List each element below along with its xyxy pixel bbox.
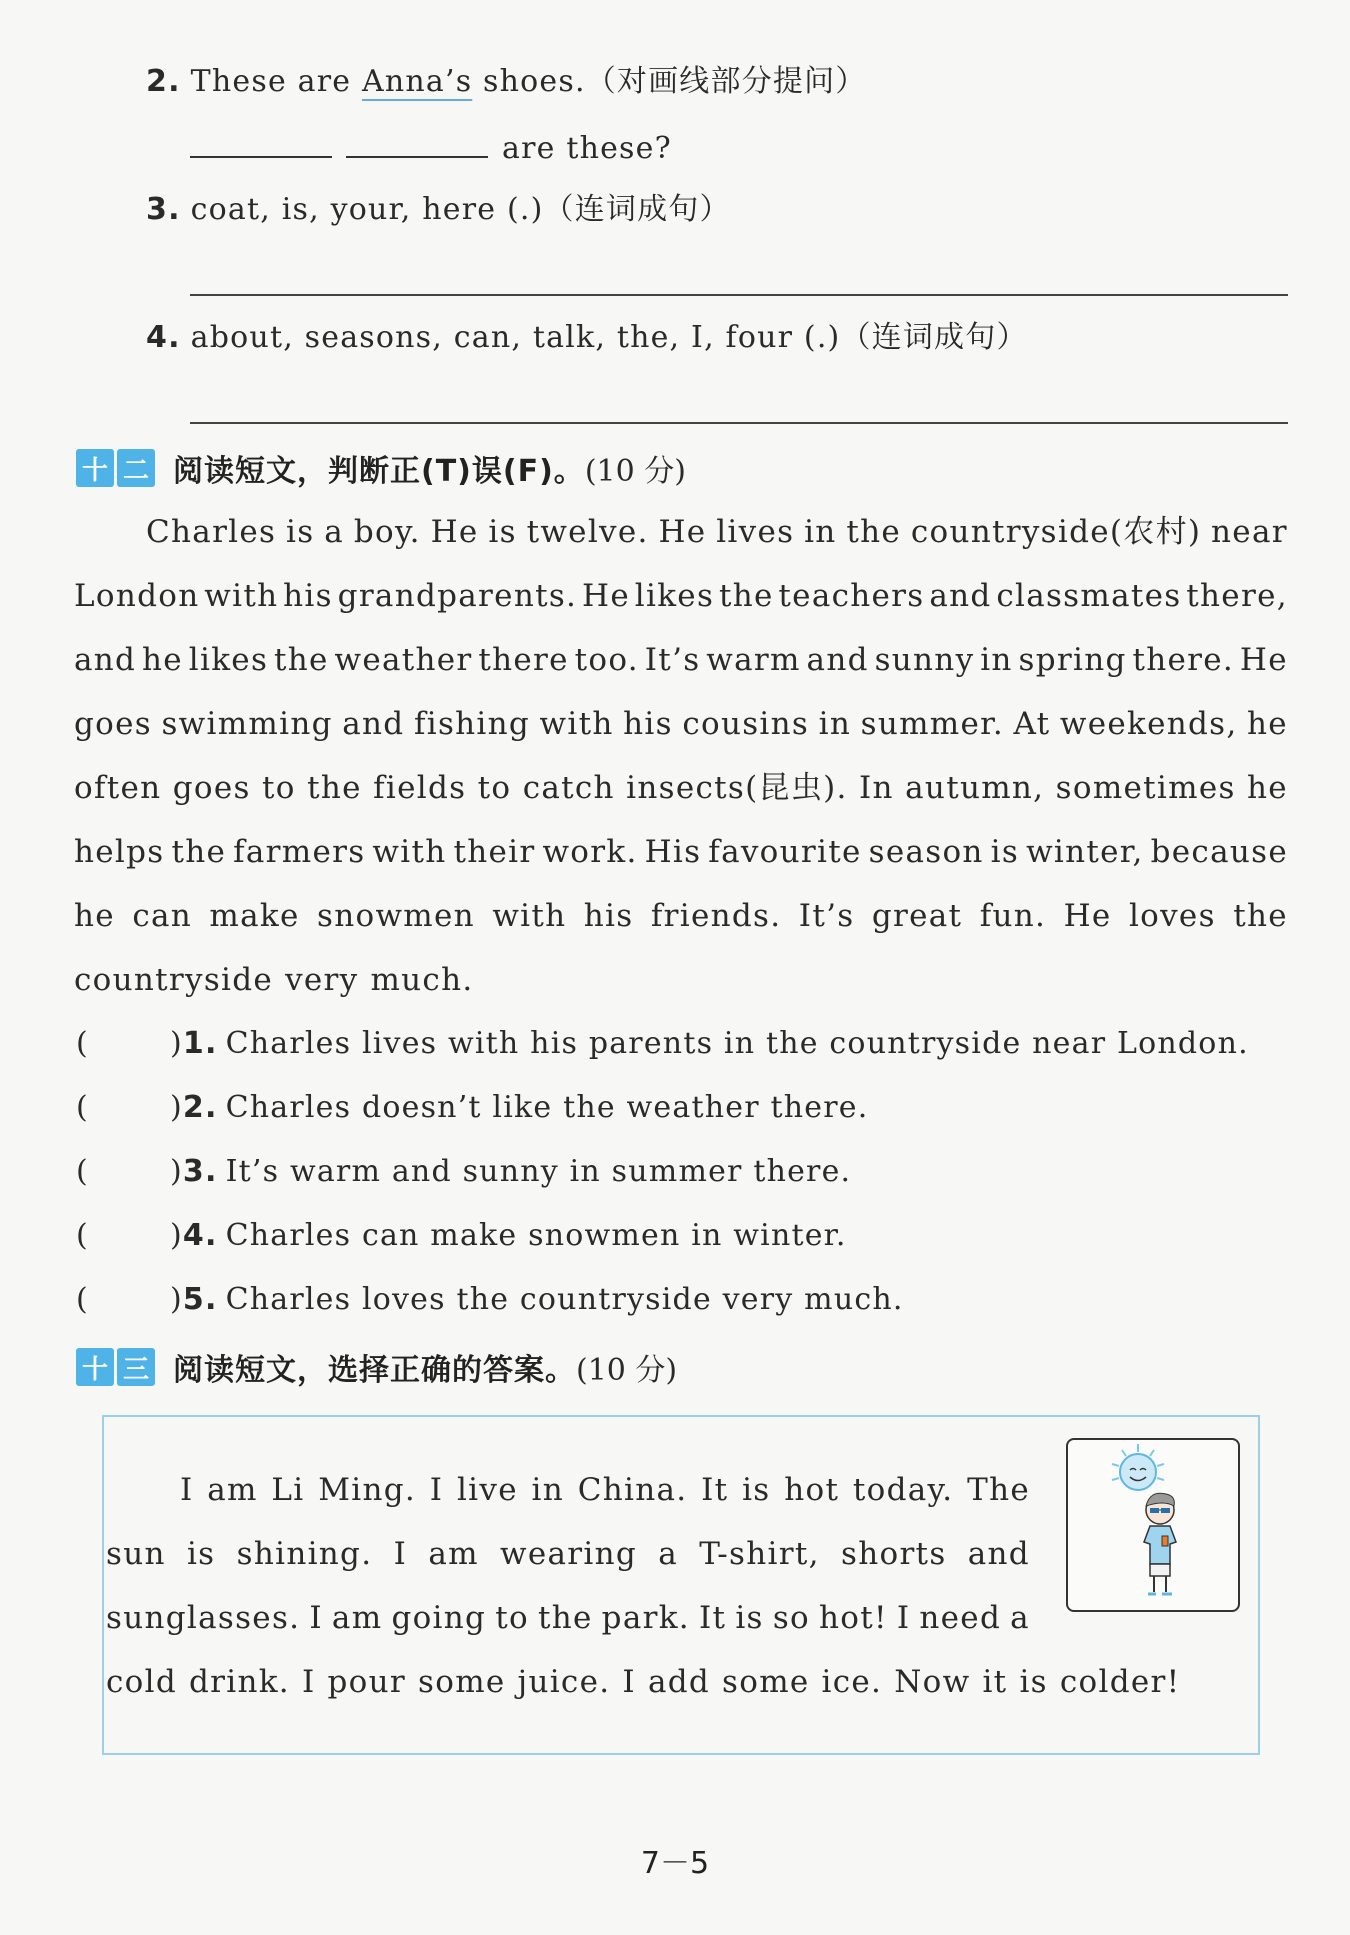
- underlined-word: Anna’s: [361, 64, 473, 99]
- section-title: 阅读短文，选择正确的答案。: [173, 1353, 576, 1388]
- passage-word: He: [582, 578, 630, 614]
- passage-word: He: [658, 514, 707, 550]
- passage-word: is: [186, 1536, 216, 1572]
- passage-word: need: [919, 1600, 1002, 1636]
- passage-word: favourite: [708, 834, 862, 870]
- passage-word: and: [929, 578, 992, 614]
- passage-word: live: [456, 1472, 518, 1508]
- answer-blank[interactable]: [190, 126, 332, 158]
- passage-word: a: [1010, 1600, 1030, 1636]
- passage-word: I: [393, 1536, 408, 1572]
- answer-paren[interactable]: (: [76, 1026, 89, 1061]
- passage-word: grandparents.: [337, 578, 578, 614]
- passage-word: At: [1013, 706, 1051, 742]
- passage-word: hot: [784, 1472, 840, 1508]
- badge-char: 三: [117, 1348, 155, 1386]
- passage-word: fields: [373, 770, 467, 806]
- passage-word: he: [1247, 706, 1288, 742]
- section-12-heading: [76, 446, 686, 490]
- section-number-badge: [76, 1348, 155, 1386]
- passage-word: His: [644, 834, 702, 870]
- item-number: 2.: [182, 1090, 218, 1125]
- passage-line: [74, 948, 1288, 1012]
- passage-word: with: [492, 898, 567, 934]
- answer-paren[interactable]: (: [76, 1282, 89, 1317]
- passage-word: is: [286, 514, 315, 550]
- answer-paren[interactable]: (: [76, 1090, 89, 1125]
- passage-line: [74, 692, 1288, 756]
- passage-word: shining.: [236, 1536, 373, 1572]
- passage-word: the: [1233, 898, 1288, 934]
- passage-word: colder!: [1059, 1664, 1181, 1700]
- page-number: 7－5: [640, 1846, 710, 1881]
- passage-word: hot!: [819, 1600, 888, 1636]
- passage-word: Ming.: [318, 1472, 417, 1508]
- passage-word: swimming: [161, 706, 333, 742]
- passage-word: twelve.: [526, 514, 649, 550]
- passage-word: The: [967, 1472, 1030, 1508]
- passage-word: much.: [370, 962, 474, 998]
- reading-passage-13: [106, 1458, 1030, 1650]
- passage-word: spring: [1018, 642, 1127, 678]
- tf-item-3: [76, 1152, 851, 1192]
- passage-word: very: [285, 962, 359, 998]
- answer-blank[interactable]: [346, 126, 488, 158]
- passage-word: cold: [106, 1664, 177, 1700]
- passage-word: to: [495, 1600, 529, 1636]
- passage-word: to: [262, 770, 296, 806]
- passage-word: the: [307, 770, 362, 806]
- passage-word: weather: [334, 642, 473, 678]
- passage-word: weekends,: [1059, 706, 1238, 742]
- passage-word: cousins: [682, 706, 810, 742]
- question-text: coat, is, your, here (.)（连词成句）: [190, 192, 731, 227]
- passage-word: near: [1211, 514, 1288, 550]
- passage-word: season: [868, 834, 984, 870]
- passage-word: I: [301, 1664, 316, 1700]
- question-number: 2.: [146, 64, 181, 99]
- passage-word: Now: [894, 1664, 971, 1700]
- tf-item-4: [76, 1216, 847, 1256]
- passage-word: I: [429, 1472, 444, 1508]
- passage-word: teachers: [778, 578, 925, 614]
- passage-word: is: [488, 514, 517, 550]
- passage-word: the: [537, 1600, 593, 1636]
- passage-word: summer.: [860, 706, 1004, 742]
- passage-line: [74, 500, 1288, 564]
- answer-paren[interactable]: (: [76, 1218, 89, 1253]
- passage-word: winter,: [1026, 834, 1144, 870]
- passage-word: I: [309, 1600, 323, 1636]
- item-number: 1.: [182, 1026, 218, 1061]
- passage-word: to: [477, 770, 512, 806]
- passage-word: is: [735, 1600, 764, 1636]
- passage-word: and: [806, 642, 869, 678]
- passage-word: I: [622, 1664, 636, 1700]
- passage-word: sunglasses.: [106, 1600, 301, 1636]
- passage-word: sunny: [874, 642, 975, 678]
- answer-line-3[interactable]: [190, 294, 1288, 296]
- passage-word: the: [273, 642, 329, 678]
- passage-line: [74, 564, 1288, 628]
- passage-word: and: [74, 642, 137, 678]
- passage-word: loves: [1128, 898, 1216, 934]
- reading-passage-12: [74, 500, 1288, 1012]
- passage-word: He: [1063, 898, 1112, 934]
- question-2: [146, 62, 867, 102]
- passage-word: farmers: [233, 834, 366, 870]
- passage-word: China.: [577, 1472, 688, 1508]
- passage-word: make: [209, 898, 300, 934]
- passage-word: he: [1247, 770, 1288, 806]
- passage-word: He: [430, 514, 479, 550]
- passage-word: his: [283, 578, 333, 614]
- section-score: (10 分): [576, 1353, 678, 1388]
- paren-close: ): [170, 1090, 183, 1125]
- passage-word: in: [980, 642, 1013, 678]
- passage-word: there.: [1132, 642, 1235, 678]
- question-3: [146, 190, 731, 230]
- passage-word: it: [982, 1664, 1008, 1700]
- passage-word: shorts: [841, 1536, 947, 1572]
- passage-word: am: [207, 1472, 258, 1508]
- passage-word: helps: [74, 834, 165, 870]
- passage-line: [106, 1650, 1246, 1714]
- reading-passage-13-last: [106, 1650, 1246, 1714]
- tf-item-2: [76, 1088, 868, 1128]
- passage-line: [74, 756, 1288, 820]
- question-4: [146, 318, 1028, 358]
- item-number: 5.: [182, 1282, 218, 1317]
- passage-word: sometimes: [1055, 770, 1236, 806]
- passage-word: is: [742, 1472, 771, 1508]
- passage-word: countryside: [74, 962, 274, 998]
- paren-close: ): [170, 1154, 183, 1189]
- passage-word: in: [804, 514, 837, 550]
- paren-close: ): [170, 1218, 183, 1253]
- section-title: 阅读短文，判断正(T)误(F)。: [173, 454, 585, 489]
- passage-word: and: [342, 706, 405, 742]
- question-instruction: shoes.（对画线部分提问）: [472, 64, 867, 99]
- passage-word: London: [74, 578, 200, 614]
- passage-word: drink.: [188, 1664, 290, 1700]
- passage-word: It’s: [798, 898, 855, 934]
- passage-word: often: [74, 770, 162, 806]
- passage-word: Charles: [146, 514, 277, 550]
- passage-word: Li: [271, 1472, 305, 1508]
- paren-close: ): [170, 1282, 183, 1317]
- passage-word: some: [418, 1664, 506, 1700]
- passage-word: some: [722, 1664, 810, 1700]
- answer-line-4[interactable]: [190, 422, 1288, 424]
- passage-word: work.: [542, 834, 638, 870]
- tf-item-1: [76, 1024, 1249, 1064]
- passage-word: his: [583, 898, 634, 934]
- section-score: (10 分): [584, 454, 686, 489]
- passage-word: countryside(农村): [910, 514, 1202, 550]
- passage-word: warm: [706, 642, 801, 678]
- passage-word: with: [539, 706, 614, 742]
- passage-word: sun: [106, 1536, 166, 1572]
- passage-word: in: [531, 1472, 565, 1508]
- passage-word: his: [623, 706, 673, 742]
- passage-word: fishing: [413, 706, 531, 742]
- passage-word: It: [699, 1600, 727, 1636]
- item-number: 4.: [182, 1218, 218, 1253]
- passage-word: he: [142, 642, 183, 678]
- passage-line: [106, 1586, 1030, 1650]
- passage-word: pour: [327, 1664, 407, 1700]
- passage-word: T-shirt,: [699, 1536, 820, 1572]
- passage-word: too.: [574, 642, 639, 678]
- passage-word: friends.: [650, 898, 782, 934]
- answer-paren[interactable]: (: [76, 1154, 89, 1189]
- passage-word: with: [372, 834, 447, 870]
- passage-word: going: [391, 1600, 487, 1636]
- passage-word: wearing: [500, 1536, 638, 1572]
- passage-word: add: [647, 1664, 711, 1700]
- passage-word: juice.: [517, 1664, 611, 1700]
- section-13-heading: [76, 1345, 677, 1389]
- item-number: 3.: [182, 1154, 218, 1189]
- passage-word: It’s: [644, 642, 701, 678]
- question-text: These are: [190, 64, 362, 99]
- passage-word: is: [1019, 1664, 1048, 1700]
- passage-word: autumn,: [905, 770, 1045, 806]
- passage-line: [74, 884, 1288, 948]
- passage-word: It: [701, 1472, 729, 1508]
- paren-close: ): [170, 1026, 183, 1061]
- passage-word: In: [859, 770, 894, 806]
- passage-word: the: [846, 514, 902, 550]
- badge-char: 十: [76, 1348, 114, 1386]
- passage-line: [106, 1522, 1030, 1586]
- statement-text: Charles doesn’t like the weather there.: [225, 1090, 869, 1125]
- passage-line: [74, 820, 1288, 884]
- passage-word: a: [324, 514, 345, 550]
- passage-word: classmates: [996, 578, 1182, 614]
- passage-word: ice.: [821, 1664, 883, 1700]
- answer-line-2: [190, 126, 672, 169]
- passage-word: there: [478, 642, 569, 678]
- question-number: 4.: [146, 320, 181, 355]
- section-number-badge: [76, 449, 155, 487]
- passage-word: lives: [716, 514, 795, 550]
- passage-word: their: [453, 834, 536, 870]
- passage-word: can: [132, 898, 193, 934]
- passage-word: He: [1239, 642, 1288, 678]
- passage-word: he: [74, 898, 115, 934]
- illustration-svg: [1068, 1440, 1234, 1606]
- statement-text: Charles lives with his parents in the countryside near London.: [225, 1026, 1249, 1061]
- passage-word: there,: [1186, 578, 1288, 614]
- passage-word: I: [180, 1472, 194, 1508]
- statement-text: Charles can make snowmen in winter.: [225, 1218, 847, 1253]
- passage-line: [74, 628, 1288, 692]
- passage-word: a: [658, 1536, 679, 1572]
- passage-word: am: [331, 1600, 383, 1636]
- passage-word: am: [428, 1536, 479, 1572]
- question-text: about, seasons, can, talk, the, I, four (.)（连词成句）: [190, 320, 1028, 355]
- passage-word: park.: [601, 1600, 690, 1636]
- passage-word: I: [896, 1600, 911, 1636]
- passage-word: great: [871, 898, 963, 934]
- passage-word: with: [204, 578, 279, 614]
- question-number: 3.: [146, 192, 181, 227]
- passage-word: likes: [188, 642, 269, 678]
- answer-tail-text: are these?: [502, 131, 672, 166]
- passage-word: so: [772, 1600, 810, 1636]
- passage-word: today.: [852, 1472, 954, 1508]
- passage-word: because: [1150, 834, 1288, 870]
- passage-word: the: [171, 834, 227, 870]
- statement-text: It’s warm and sunny in summer there.: [225, 1154, 852, 1189]
- tf-item-5: [76, 1280, 904, 1320]
- badge-char: 二: [117, 449, 155, 487]
- passage-word: goes: [74, 706, 152, 742]
- passage-word: fun.: [979, 898, 1047, 934]
- passage-word: catch: [522, 770, 615, 806]
- passage-word: the: [718, 578, 774, 614]
- passage-word: and: [967, 1536, 1030, 1572]
- passage-word: likes: [634, 578, 715, 614]
- badge-char: 十: [76, 449, 114, 487]
- boy-in-sun-icon: [1066, 1438, 1240, 1612]
- passage-line: [106, 1458, 1030, 1522]
- passage-word: insects(昆虫).: [626, 770, 848, 806]
- passage-word: boy.: [353, 514, 421, 550]
- passage-word: in: [818, 706, 852, 742]
- passage-word: is: [990, 834, 1020, 870]
- passage-word: snowmen: [317, 898, 475, 934]
- statement-text: Charles loves the countryside very much.: [225, 1282, 904, 1317]
- passage-word: goes: [172, 770, 251, 806]
